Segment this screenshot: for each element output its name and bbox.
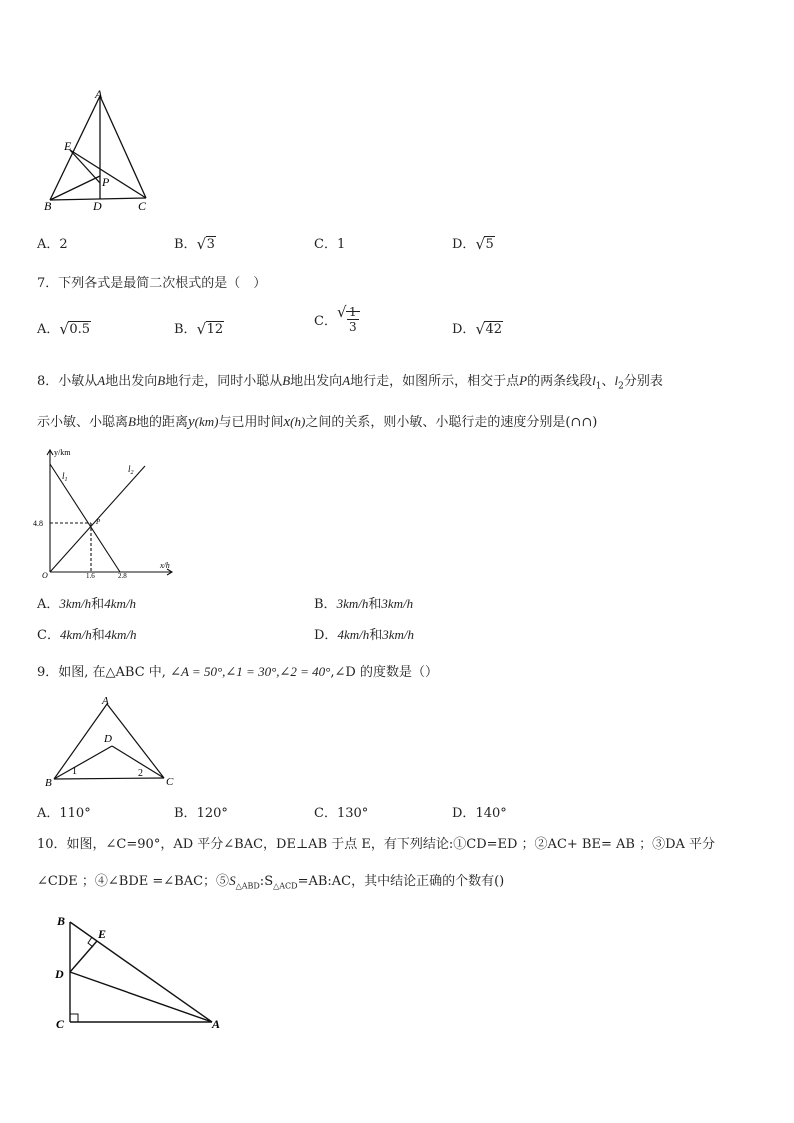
- question-10-line-1: 10．如图，∠C=90°，AD 平分∠BAC，DE⊥AB 于点 E，有下列结论:①CD=ED ；②AC+ BE= AB ；③DA 平分: [37, 837, 716, 852]
- question-10-line-2: ∠CDE ；④∠BDE =∠BAC；$⑤S_{\triangle ABD}:S_{\triangle ACD}=AB:AC$，其中结论正确的个数有(): [37, 873, 505, 891]
- question-8-line-1: 8．小敏从A地出发向B地行走，同时小聪从B地出发向A地行走，如图所示，相交于点P的两条线段$l_1$、$l_2$分别表: [37, 373, 663, 392]
- label-P: P: [102, 175, 110, 189]
- label-C: C: [166, 776, 174, 788]
- q8-option-b[interactable]: B．3km/h和3km/h: [314, 596, 414, 612]
- tick-2-8: 2.8: [118, 572, 127, 580]
- q9-option-b[interactable]: B．120°: [174, 806, 228, 821]
- label-B: B: [44, 199, 52, 213]
- question-9-text: 9．如图, 在△ABC 中, ∠A = 50°,∠1 = 30°,∠2 = 40°,∠D 的度数是（）: [37, 664, 438, 680]
- angle-2: 2: [138, 768, 143, 779]
- tick-1-6: 1.6: [86, 572, 95, 580]
- label-B: B: [45, 777, 52, 789]
- label-D: D: [93, 199, 102, 213]
- question-8-line-2: 示小敏、小聪离B地的距离y(km)与已用时间x(h)之间的关系，则小敏、小聪行走的速度分别是(∩∩): [37, 414, 598, 430]
- figure-q10-right-triangle: [50, 910, 230, 1036]
- q9-option-a[interactable]: A．110°: [37, 806, 91, 821]
- label-C: C: [138, 199, 147, 213]
- label-B: B: [57, 914, 66, 928]
- angle-1: 1: [72, 766, 77, 777]
- q8-option-a[interactable]: A．3km/h和4km/h: [37, 596, 136, 612]
- label-l2: $l_2$: [128, 464, 134, 476]
- label-C: C: [56, 1017, 65, 1031]
- axis-x-label: x/h: [160, 561, 170, 570]
- label-A: A: [95, 88, 103, 101]
- label-E: E: [98, 927, 107, 941]
- q6-option-c[interactable]: C．1: [314, 237, 346, 252]
- figure-q9-triangle: [42, 694, 182, 790]
- q8-option-d[interactable]: D．4km/h和3km/h: [314, 627, 415, 643]
- q6-option-b[interactable]: B．√ 3: [174, 233, 216, 252]
- q9-option-d[interactable]: D．140°: [452, 806, 507, 821]
- label-l1: $l_1$: [62, 471, 68, 483]
- q7-option-c[interactable]: C． √ $\frac{1}{3}$: [314, 305, 360, 334]
- label-A: A: [102, 695, 109, 707]
- label-D: D: [55, 967, 64, 981]
- axis-y-label: y/km: [54, 448, 71, 457]
- q7-option-d[interactable]: D．√ 42: [452, 318, 503, 337]
- label-D: D: [104, 733, 112, 745]
- q9-option-c[interactable]: C．130°: [314, 806, 369, 821]
- q6-option-d[interactable]: D．√ 5: [452, 233, 495, 252]
- question-7-text: 7．下列各式是最简二次根式的是（ ）: [37, 276, 267, 291]
- q7-option-a[interactable]: A．√ 0.5: [37, 318, 91, 337]
- figure-q6-triangle: [40, 88, 160, 214]
- q7-option-b[interactable]: B．√ 12: [174, 318, 224, 337]
- label-A: A: [212, 1017, 221, 1031]
- q6-option-a[interactable]: A．2: [37, 237, 68, 252]
- label-P: P: [96, 518, 101, 526]
- tick-4-8: 4.8: [33, 519, 43, 528]
- figure-q8-graph: [32, 444, 182, 582]
- label-E: E: [64, 139, 72, 153]
- q8-option-c[interactable]: C．4km/h和4km/h: [37, 627, 137, 643]
- origin-label: O: [42, 571, 48, 580]
